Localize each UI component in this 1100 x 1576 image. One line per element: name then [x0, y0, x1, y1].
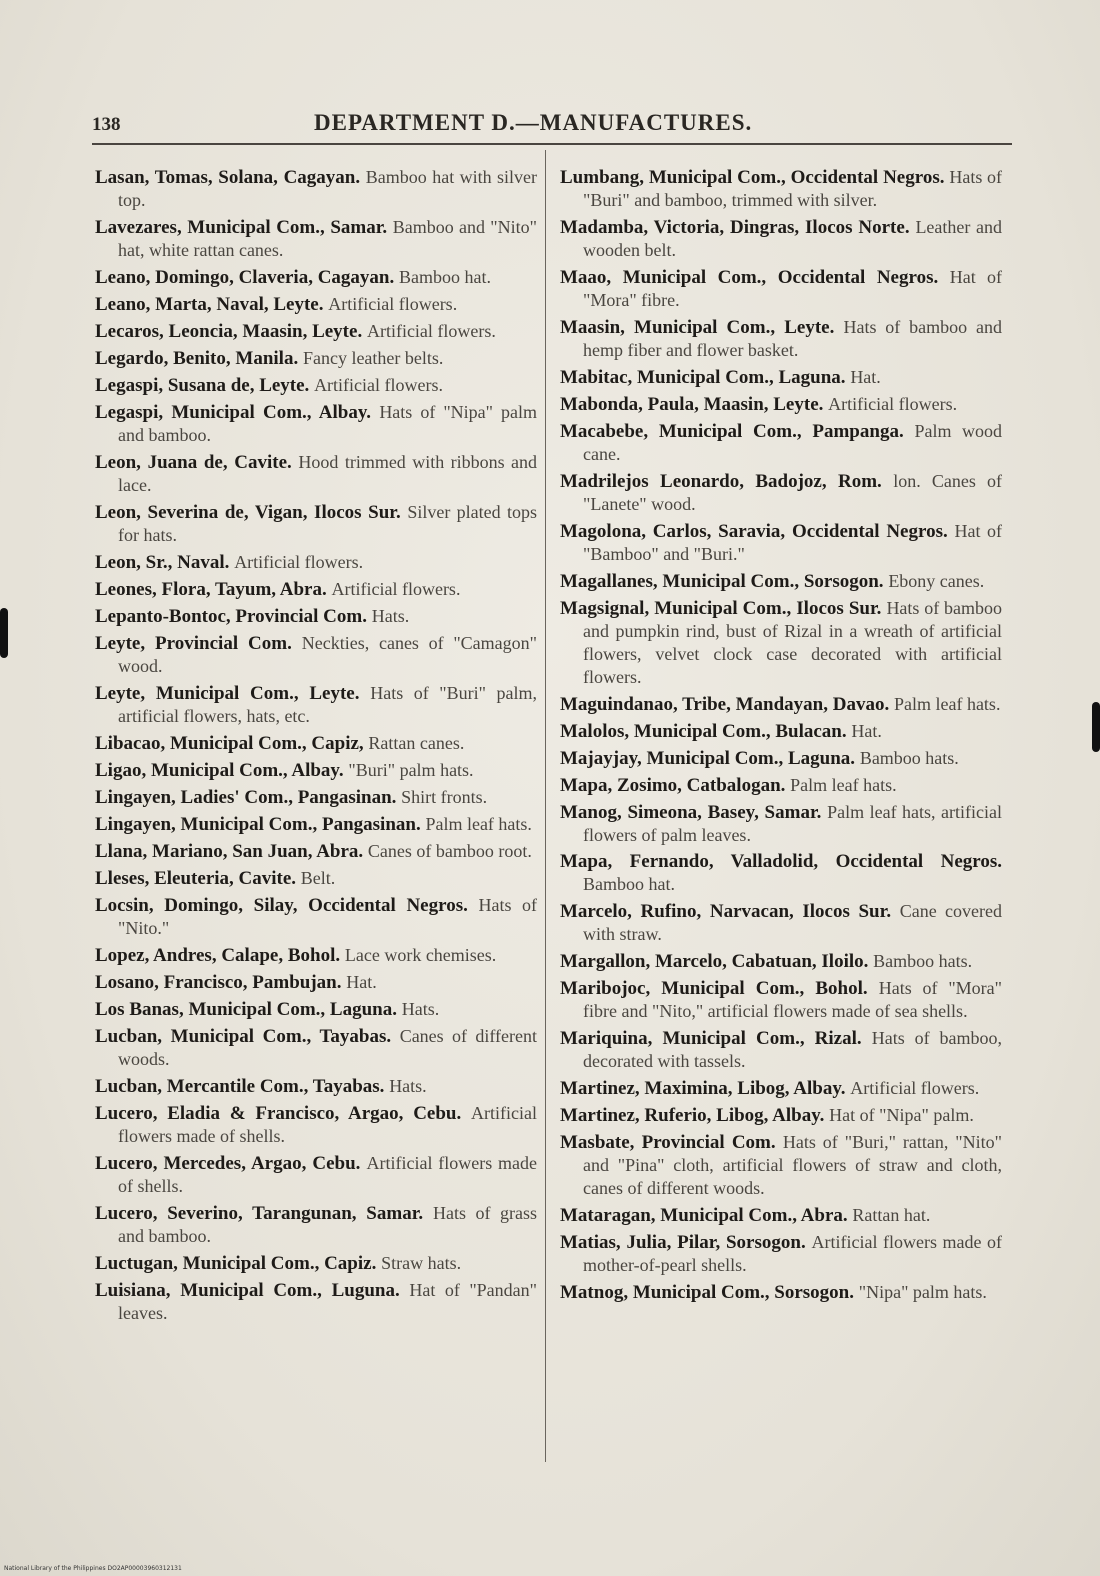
entry-name: Leon, Severina de, Vigan, Ilocos Sur. [95, 502, 401, 523]
entry-description: Artificial flowers. [234, 552, 364, 572]
directory-entry [560, 366, 1002, 389]
entry-description: Hat. [850, 367, 881, 387]
directory-entry [560, 977, 1002, 1023]
entry-description: Palm leaf hats. [790, 775, 897, 795]
entry-description: Artificial flowers made of mother-of-pearl shells. [583, 1232, 1002, 1275]
directory-entry [560, 1231, 1002, 1277]
entry-description: Leather and wooden belt. [583, 217, 1002, 260]
entry-description: Hats of "Buri" palm, artificial flowers, hats, etc. [118, 683, 538, 726]
entry-description: Hats of grass and bamboo. [118, 1203, 538, 1246]
entry-name: Lleses, Eleuteria, Cavite. [95, 868, 297, 889]
entry-name: Lecaros, Leoncia, Maasin, Leyte. [95, 321, 363, 342]
entry-description: Bamboo hats. [859, 748, 959, 768]
directory-entry [560, 693, 1002, 716]
entry-description: Palm leaf hats, artificial flowers of palm leaves. [583, 802, 1002, 845]
directory-entry [95, 1202, 537, 1248]
directory-entry [95, 374, 537, 397]
entry-name: Legardo, Benito, Manila. [95, 348, 299, 369]
entry-description: Artificial flowers. [828, 394, 958, 414]
entry-name: Losano, Francisco, Pambujan. [95, 972, 342, 993]
entry-name: Maribojoc, Municipal Com., Bohol. [560, 978, 868, 999]
directory-entry [95, 347, 537, 370]
entry-description: Bamboo hat with silver top. [118, 167, 537, 210]
binding-hole-mark [0, 608, 8, 658]
entry-description: Artificial flowers made of shells. [118, 1153, 538, 1196]
entry-description: Hats of "Mora" fibre and "Nito," artificial flowers made of sea shells. [583, 978, 1002, 1021]
entry-name: Manog, Simeona, Basey, Samar. [560, 802, 822, 823]
entry-description: Hats. [371, 606, 410, 626]
scan-footer: National Library of the Philippines DO2AP00003960312131 [4, 1565, 182, 1572]
entry-name: Marcelo, Rufino, Narvacan, Ilocos Sur. [560, 901, 892, 922]
entry-name: Lasan, Tomas, Solana, Cagayan. [95, 167, 361, 188]
entry-description: Silver plated tops for hats. [118, 502, 538, 545]
directory-entry [95, 786, 537, 809]
entry-name: Mapa, Fernando, Valladolid, Occidental Negros. [560, 851, 1002, 872]
entry-name: Madrilejos Leonardo, Badojoz, Rom. [560, 471, 882, 492]
binding-hole-mark [1092, 702, 1100, 752]
entry-description: Hats of bamboo, decorated with tassels. [583, 1028, 1002, 1071]
entry-name: Malolos, Municipal Com., Bulacan. [560, 721, 847, 742]
entry-name: Martinez, Maximina, Libog, Albay. [560, 1078, 846, 1099]
entry-description: Artificial flowers. [850, 1078, 980, 1098]
directory-entry [560, 420, 1002, 466]
directory-entry [95, 166, 537, 212]
entry-description: Canes of bamboo root. [367, 841, 532, 861]
entry-description: Hat of "Nipa" palm. [829, 1105, 974, 1125]
entry-name: Matnog, Municipal Com., Sorsogon. [560, 1282, 854, 1303]
entry-description: Ebony canes. [888, 571, 985, 591]
entry-name: Matias, Julia, Pilar, Sorsogon. [560, 1232, 806, 1253]
directory-entry [560, 216, 1002, 262]
directory-entry [560, 1077, 1002, 1100]
entry-name: Lucero, Severino, Tarangunan, Samar. [95, 1203, 424, 1224]
column-divider [545, 150, 546, 1462]
entry-name: Leon, Juana de, Cavite. [95, 452, 292, 473]
entry-description: Bamboo hats. [873, 951, 973, 971]
directory-entry [95, 320, 537, 343]
entry-name: Mapa, Zosimo, Catbalogan. [560, 775, 786, 796]
entry-name: Libacao, Municipal Com., Capiz, [95, 733, 364, 754]
entry-name: Mabonda, Paula, Maasin, Leyte. [560, 394, 824, 415]
entry-name: Lumbang, Municipal Com., Occidental Negros. [560, 167, 945, 188]
entry-name: Legaspi, Municipal Com., Albay. [95, 402, 372, 423]
entry-description: Palm wood cane. [583, 421, 1003, 464]
directory-entry [95, 1102, 537, 1148]
entry-name: Lepanto-Bontoc, Provincial Com. [95, 606, 367, 627]
directory-entry [95, 1252, 537, 1275]
directory-entry [95, 451, 537, 497]
entry-name: Lucban, Mercantile Com., Tayabas. [95, 1076, 385, 1097]
directory-entry [95, 266, 537, 289]
entry-name: Leano, Domingo, Claveria, Cagayan. [95, 267, 395, 288]
entry-name: Los Banas, Municipal Com., Laguna. [95, 999, 397, 1020]
entry-name: Lingayen, Municipal Com., Pangasinan. [95, 814, 421, 835]
entry-description: Hats of "Nito." [118, 895, 537, 938]
entry-name: Lavezares, Municipal Com., Samar. [95, 217, 388, 238]
entry-name: Lucero, Eladia & Francisco, Argao, Cebu. [95, 1103, 462, 1124]
entry-name: Ligao, Municipal Com., Albay. [95, 760, 344, 781]
entry-name: Majayjay, Municipal Com., Laguna. [560, 748, 856, 769]
entry-name: Magsignal, Municipal Com., Ilocos Sur. [560, 598, 882, 619]
directory-entry [95, 578, 537, 601]
entry-description: Hat of "Mora" fibre. [583, 267, 1003, 310]
entry-name: Locsin, Domingo, Silay, Occidental Negros. [95, 895, 468, 916]
entry-description: Bamboo and "Nito" hat, white rattan canes. [118, 217, 538, 260]
entry-name: Lopez, Andres, Calape, Bohol. [95, 945, 341, 966]
directory-entry [95, 1025, 537, 1071]
entry-description: Hat of "Bamboo" and "Buri." [583, 521, 1003, 564]
directory-entry [95, 1075, 537, 1098]
entry-description: Bamboo hat. [583, 874, 675, 894]
directory-entry [95, 732, 537, 755]
entry-description: Cane covered with straw. [583, 901, 1003, 944]
entry-name: Lucban, Municipal Com., Tayabas. [95, 1026, 392, 1047]
directory-entry [560, 1204, 1002, 1227]
entry-name: Maao, Municipal Com., Occidental Negros. [560, 267, 939, 288]
entry-description: Artificial flowers. [328, 294, 458, 314]
directory-entry [560, 851, 1002, 896]
entry-description: Bamboo hat. [399, 267, 491, 287]
entry-name: Luisiana, Municipal Com., Luguna. [95, 1280, 400, 1301]
entry-name: Leyte, Provincial Com. [95, 633, 292, 654]
entry-description: Hats of bamboo and hemp fiber and flower basket. [583, 317, 1003, 360]
left-column [95, 166, 537, 1329]
directory-entry [560, 597, 1002, 689]
entry-description: "Buri" palm hats. [348, 760, 474, 780]
directory-entry [95, 551, 537, 574]
entry-description: Artificial flowers. [366, 321, 496, 341]
directory-entry [560, 1027, 1002, 1073]
entry-description: Hats of "Nipa" palm and bamboo. [118, 402, 537, 445]
directory-entry [560, 774, 1002, 797]
running-head-title: DEPARTMENT D.—MANUFACTURES. [314, 110, 753, 135]
directory-entry [560, 316, 1002, 362]
directory-entry [560, 520, 1002, 566]
entry-name: Magolona, Carlos, Saravia, Occidental Negros. [560, 521, 948, 542]
entry-description: Palm leaf hats. [893, 694, 1001, 714]
entry-name: Legaspi, Susana de, Leyte. [95, 375, 310, 396]
entry-description: Straw hats. [381, 1253, 462, 1273]
directory-entry [560, 720, 1002, 743]
entry-description: Hats of bamboo and pumpkin rind, bust of Rizal in a wreath of artificial flowers, velvet clock case decorated with artificial flowers. [583, 598, 1002, 687]
entry-name: Mariquina, Municipal Com., Rizal. [560, 1028, 862, 1049]
entry-name: Margallon, Marcelo, Cabatuan, Iloilo. [560, 951, 869, 972]
entry-description: Hats of "Buri," rattan, "Nito" and "Pina" cloth, artificial flowers of straw and cloth, canes of different woods. [583, 1132, 1002, 1198]
directory-entry [95, 632, 537, 678]
directory-entry [95, 1279, 537, 1325]
entry-name: Magallanes, Municipal Com., Sorsogon. [560, 571, 884, 592]
entry-name: Luctugan, Municipal Com., Capiz. [95, 1253, 377, 1274]
entry-description: Artificial flowers made of shells. [118, 1103, 538, 1146]
entry-name: Martinez, Ruferio, Libog, Albay. [560, 1105, 825, 1126]
entry-description: Canes of different woods. [118, 1026, 537, 1069]
directory-entry [560, 470, 1002, 516]
directory-entry [95, 971, 537, 994]
page-number: 138 [92, 114, 121, 135]
directory-entry [95, 867, 537, 890]
entry-description: Lace work chemises. [344, 945, 497, 965]
entry-name: Leano, Marta, Naval, Leyte. [95, 294, 324, 315]
directory-entry [95, 293, 537, 316]
directory-entry [560, 570, 1002, 593]
directory-entry [95, 813, 537, 836]
directory-entry [95, 840, 537, 863]
entry-description: Hats. [401, 999, 440, 1019]
entry-name: Mataragan, Municipal Com., Abra. [560, 1205, 848, 1226]
entry-description: "Nipa" palm hats. [858, 1282, 987, 1302]
directory-entry [560, 393, 1002, 416]
entry-name: Mabitac, Municipal Com., Laguna. [560, 367, 846, 388]
entry-description: Hats of "Buri" and bamboo, trimmed with silver. [583, 167, 1003, 210]
directory-entry [560, 950, 1002, 973]
directory-entry [560, 1104, 1002, 1127]
entry-name: Leyte, Municipal Com., Leyte. [95, 683, 360, 704]
entry-name: Macabebe, Municipal Com., Pampanga. [560, 421, 904, 442]
directory-entry [560, 1131, 1002, 1200]
directory-entry [560, 166, 1002, 212]
entry-description: Rattan canes. [368, 733, 465, 753]
entry-description: lon. Canes of "Lanete" wood. [583, 471, 1002, 514]
entry-description: Neckties, canes of "Camagon" wood. [118, 633, 538, 676]
header-rule [92, 143, 1012, 145]
entry-name: Leon, Sr., Naval. [95, 552, 230, 573]
directory-entry [560, 747, 1002, 770]
directory-entry [95, 501, 537, 547]
entry-description: Hats. [389, 1076, 427, 1096]
directory-entry [95, 998, 537, 1021]
directory-entry [95, 605, 537, 628]
directory-entry [560, 1281, 1002, 1304]
directory-entry [95, 216, 537, 262]
entry-name: Leones, Flora, Tayum, Abra. [95, 579, 327, 600]
page-header [92, 110, 1012, 146]
directory-entry [560, 266, 1002, 312]
directory-entry [95, 401, 537, 447]
directory-entry [95, 1152, 537, 1198]
entry-description: Hood trimmed with ribbons and lace. [118, 452, 537, 495]
right-column [560, 166, 1002, 1308]
entry-name: Lucero, Mercedes, Argao, Cebu. [95, 1153, 361, 1174]
directory-entry [95, 759, 537, 782]
directory-entry [560, 801, 1002, 847]
entry-description: Belt. [300, 868, 336, 888]
entry-description: Hat of "Pandan" leaves. [118, 1280, 538, 1323]
entry-description: Artificial flowers. [314, 375, 444, 395]
entry-name: Maguindanao, Tribe, Mandayan, Davao. [560, 694, 890, 715]
entry-name: Madamba, Victoria, Dingras, Ilocos Norte. [560, 217, 910, 238]
entry-description: Artificial flowers. [331, 579, 461, 599]
directory-entry [95, 944, 537, 967]
entry-name: Lingayen, Ladies' Com., Pangasinan. [95, 787, 397, 808]
entry-name: Masbate, Provincial Com. [560, 1132, 776, 1153]
entry-name: Llana, Mariano, San Juan, Abra. [95, 841, 364, 862]
entry-name: Maasin, Municipal Com., Leyte. [560, 317, 835, 338]
entry-description: Palm leaf hats. [425, 814, 532, 834]
entry-description: Hat. [851, 721, 882, 741]
entry-description: Fancy leather belts. [302, 348, 444, 368]
entry-description: Shirt fronts. [401, 787, 488, 807]
directory-entry [95, 682, 537, 728]
directory-entry [95, 894, 537, 940]
entry-description: Rattan hat. [852, 1205, 931, 1225]
entry-description: Hat. [346, 972, 377, 992]
directory-entry [560, 900, 1002, 946]
